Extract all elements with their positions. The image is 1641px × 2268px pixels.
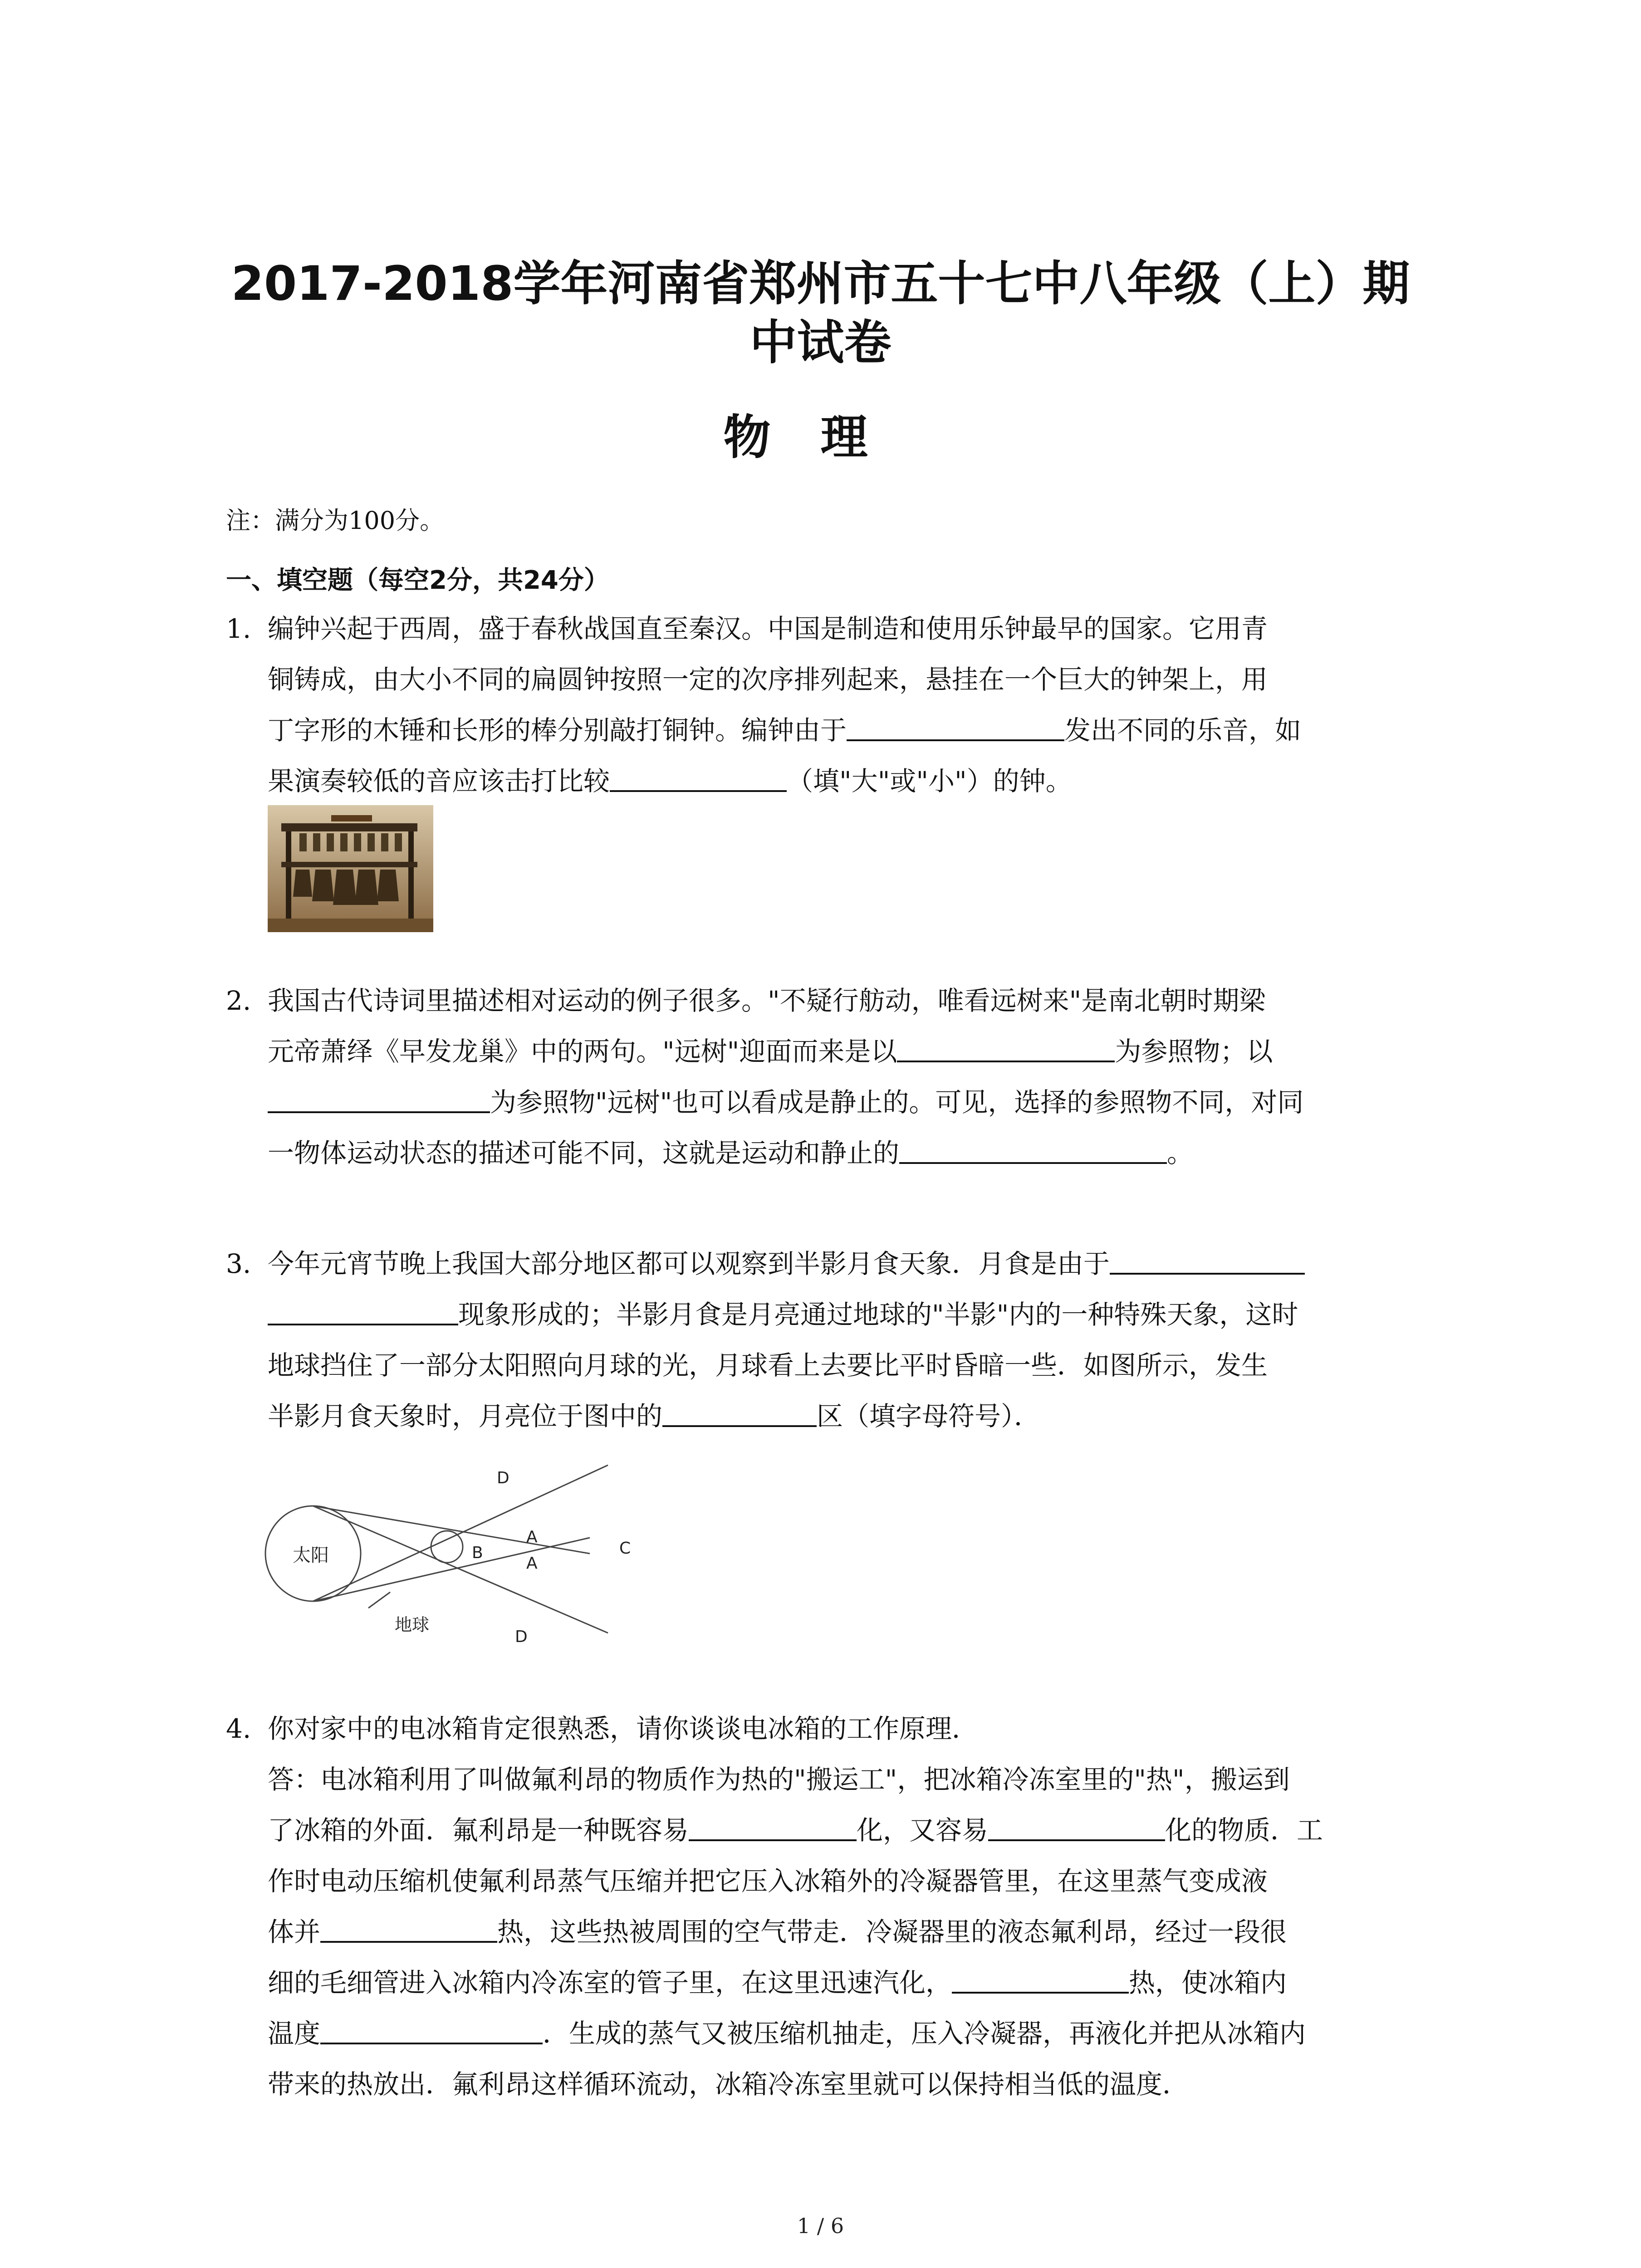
score-note: 注：满分为100分。: [226, 506, 445, 535]
answer-blank[interactable]: [897, 1033, 1115, 1062]
lunar-eclipse-diagram: [263, 1456, 671, 1656]
question-text: （填"大"或"小"）的钟。: [787, 766, 1072, 797]
question-number: 1.: [226, 613, 251, 644]
region-label-c: C: [619, 1539, 631, 1558]
section-heading-fill-in: 一、填空题（每空2分，共24分）: [226, 566, 609, 595]
question-text: 一物体运动状态的描述可能不同，这就是运动和静止的: [268, 1138, 900, 1168]
page-number: 1 / 6: [797, 2214, 844, 2238]
answer-blank[interactable]: [662, 1398, 817, 1427]
question-text: 我国古代诗词里描述相对运动的例子很多。"不疑行舫动，唯看远树来"是南北朝时期梁: [268, 985, 1266, 1016]
question-text: 元帝萧绎《早发龙巢》中的两句。"远树"迎面而来是以: [268, 1036, 897, 1067]
sun-label: 太阳: [293, 1545, 329, 1566]
answer-text: 作时电动压缩机使氟利昂蒸气压缩并把它压入冰箱外的冷凝器管里，在这里蒸气变成液: [268, 1866, 1268, 1897]
question-text: 丁字形的木锤和长形的棒分别敲打铜钟。编钟由于: [268, 715, 847, 746]
question-text: 为参照物；以: [1115, 1036, 1273, 1067]
answer-blank[interactable]: [952, 1965, 1129, 1994]
answer-blank[interactable]: [268, 1296, 458, 1325]
answer-text: 热，使冰箱内: [1129, 1967, 1287, 1998]
answer-blank[interactable]: [268, 1084, 490, 1113]
question-text: 铜铸成，由大小不同的扁圆钟按照一定的次序排列起来，悬挂在一个巨大的钟架上，用: [268, 664, 1268, 695]
answer-blank[interactable]: [320, 2015, 543, 2044]
answer-text: 带来的热放出．氟利昂这样循环流动，冰箱冷冻室里就可以保持相当低的温度．: [268, 2069, 1189, 2100]
question-number: 2.: [226, 985, 251, 1016]
chime-bells-photo: [268, 805, 433, 932]
question-number: 4.: [226, 1713, 251, 1744]
answer-blank[interactable]: [988, 1812, 1165, 1841]
region-label-b: B: [472, 1544, 483, 1562]
question-4: [226, 1703, 1323, 2110]
earth-circle: [431, 1531, 463, 1563]
answer-blank[interactable]: [899, 1135, 1167, 1164]
question-text: 。: [1167, 1138, 1194, 1168]
answer-text: 热，这些热被周围的空气带走．冷凝器里的液态氟利昂，经过一段很: [497, 1916, 1287, 1947]
answer-text: 温度: [268, 2018, 321, 2049]
answer-text: 细的毛细管进入冰箱内冷冻室的管子里，在这里迅速汽化，: [268, 1967, 952, 1998]
subject-heading: 物理: [723, 410, 918, 465]
question-text: 你对家中的电冰箱肯定很熟悉，请你谈谈电冰箱的工作原理．: [268, 1713, 979, 1744]
answer-text: 化的物质．工: [1165, 1815, 1323, 1846]
answer-text: 了冰箱的外面．氟利昂是一种既容易: [268, 1815, 689, 1846]
question-3: [226, 1238, 1305, 1442]
question-text: 地球挡住了一部分太阳照向月球的光，月球看上去要比平时昏暗一些．如图所示，发生: [268, 1350, 1268, 1381]
question-1: [226, 603, 1301, 807]
question-text: 现象形成的；半影月食是月亮通过地球的"半影"内的一种特殊天象，这时: [458, 1299, 1298, 1330]
answer-blank[interactable]: [610, 763, 787, 792]
region-label-a-top: A: [526, 1528, 538, 1546]
answer-text: 体并: [268, 1916, 321, 1947]
region-label-d-bottom: D: [515, 1628, 528, 1646]
question-2: [226, 975, 1303, 1178]
question-text: 果演奏较低的音应该击打比较: [268, 766, 610, 797]
question-text: 发出不同的乐音，如: [1064, 715, 1302, 746]
exam-title: [150, 254, 1491, 372]
answer-blank[interactable]: [1110, 1246, 1305, 1275]
answer-blank[interactable]: [689, 1812, 857, 1841]
question-text: 编钟兴起于西周，盛于春秋战国直至秦汉。中国是制造和使用乐钟最早的国家。它用青: [268, 613, 1268, 644]
exam-title-line1: 2017-2018学年河南省郑州市五十七中八年级（上）期: [231, 256, 1410, 311]
answer-text: 答：电冰箱利用了叫做氟利昂的物质作为热的"搬运工"，把冰箱冷冻室里的"热"，搬运到: [268, 1764, 1290, 1795]
question-text: 为参照物"远树"也可以看成是静止的。可见，选择的参照物不同，对同: [490, 1087, 1304, 1118]
region-label-d-top: D: [497, 1469, 509, 1487]
question-number: 3.: [226, 1248, 251, 1279]
question-text: 区（填字母符号）．: [817, 1401, 1041, 1432]
answer-blank[interactable]: [320, 1914, 497, 1943]
question-text: 半影月食天象时，月亮位于图中的: [268, 1401, 663, 1432]
answer-text: ．生成的蒸气又被压缩机抽走，压入冷凝器，再液化并把从冰箱内: [543, 2018, 1306, 2049]
question-text: 今年元宵节晚上我国大部分地区都可以观察到半影月食天象．月食是由于: [268, 1248, 1110, 1279]
answer-text: 化，又容易: [857, 1815, 989, 1846]
region-label-a-bottom: A: [526, 1554, 538, 1573]
earth-label: 地球: [395, 1615, 430, 1635]
answer-blank[interactable]: [847, 712, 1064, 741]
exam-title-line2: 中试卷: [749, 315, 892, 370]
